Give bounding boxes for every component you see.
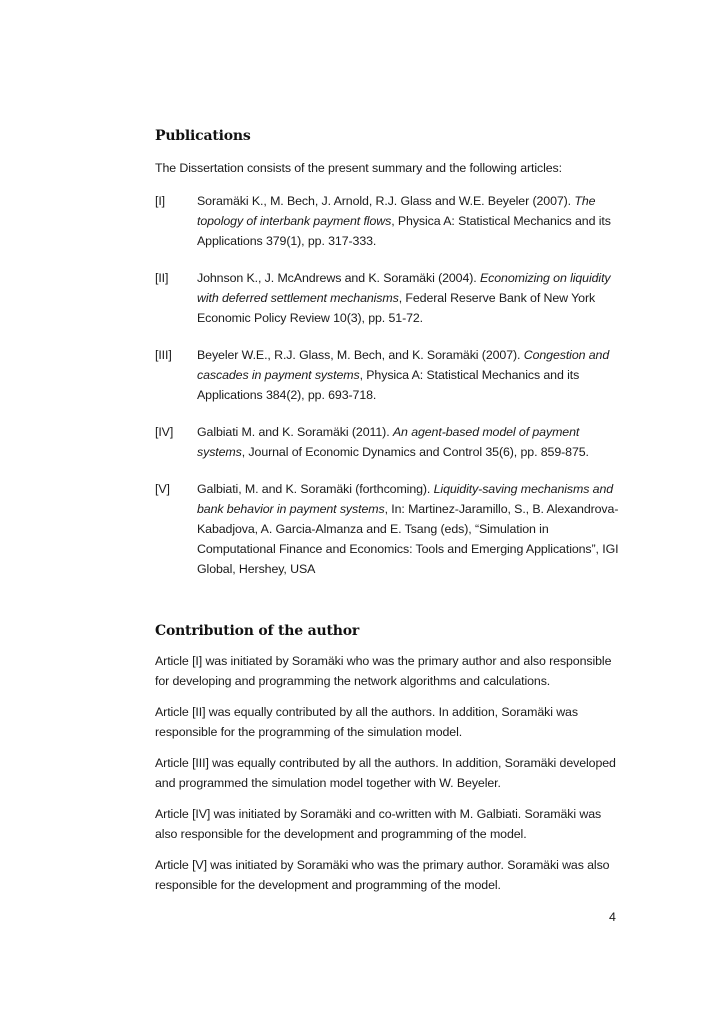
publication-citation: [197, 422, 620, 462]
citation-authors: Beyeler W.E., R.J. Glass, M. Bech, and K. Soramäki (2007).: [197, 348, 524, 362]
citation-authors: Soramäki K., M. Bech, J. Arnold, R.J. Glass and W.E. Beyeler (2007).: [197, 194, 575, 208]
citation-title: The topology of interbank payment flows: [197, 194, 596, 228]
page-content: [155, 128, 620, 906]
page-number: 4: [609, 910, 616, 924]
publications-intro: The Dissertation consists of the present summary and the following articles:: [155, 161, 562, 175]
contribution-paragraph: Article [III] was equally contributed by all the authors. In addition, Soramäki developed and programmed the simulation model together with W. Beyeler.: [155, 756, 616, 790]
contribution-list: [155, 651, 620, 895]
citation-source: , Journal of Economic Dynamics and Control 35(6), pp. 859-875.: [241, 445, 589, 459]
publication-label: [III]: [155, 348, 172, 362]
publications-heading: Publications: [155, 128, 251, 144]
contribution-paragraph: Article [II] was equally contributed by all the authors. In addition, Soramäki was responsible for the programming of the simulation model.: [155, 705, 578, 739]
publication-citation: [197, 479, 620, 579]
citation-title: Liquidity-saving mechanisms and bank behavior in payment systems: [197, 482, 614, 516]
publication-label: [I]: [155, 194, 166, 208]
citation-authors: Johnson K., J. McAndrews and K. Soramäki (2004).: [197, 271, 480, 285]
citation-source: , In: Martinez-Jaramillo, S., B. Alexandrova-Kabadjova, A. Garcia-Almanza and E. Tsang (eds), “Simulation in Computational Finance and Economics: Tools and Emerging Applications”, IGI Global, Hershey, USA: [197, 502, 619, 576]
publication-list: [155, 191, 620, 579]
publication-item: [155, 345, 620, 405]
citation-title: Congestion and cascades in payment systems: [197, 348, 610, 382]
contribution-heading: Contribution of the author: [155, 623, 360, 639]
publication-citation: [197, 268, 620, 328]
citation-source: , Physica A: Statistical Mechanics and its Applications 379(1), pp. 317-333.: [197, 214, 611, 248]
contribution-paragraph: Article [V] was initiated by Soramäki who was the primary author. Soramäki was also responsible for the development and programming of the model.: [155, 858, 610, 892]
citation-title: An agent-based model of payment systems: [197, 425, 580, 459]
publication-label: [V]: [155, 482, 170, 496]
citation-source: , Federal Reserve Bank of New York Economic Policy Review 10(3), pp. 51-72.: [197, 291, 596, 325]
publication-label: [IV]: [155, 425, 174, 439]
publication-item: [155, 422, 620, 462]
publication-item: [155, 191, 620, 251]
publication-citation: [197, 191, 620, 251]
contribution-paragraph: Article [IV] was initiated by Soramäki and co-written with M. Galbiati. Soramäki was also responsible for the development and programming of the model.: [155, 807, 602, 841]
publication-item: [155, 268, 620, 328]
publication-label: [II]: [155, 271, 169, 285]
publication-citation: [197, 345, 620, 405]
publication-item: [155, 479, 620, 579]
citation-source: , Physica A: Statistical Mechanics and its Applications 384(2), pp. 693-718.: [197, 368, 580, 402]
citation-title: Economizing on liquidity with deferred settlement mechanisms: [197, 271, 611, 305]
citation-authors: Galbiati, M. and K. Soramäki (forthcoming).: [197, 482, 434, 496]
contribution-paragraph: Article [I] was initiated by Soramäki who was the primary author and also responsible for developing and programming the network algorithms and calculations.: [155, 654, 612, 688]
citation-authors: Galbiati M. and K. Soramäki (2011).: [197, 425, 393, 439]
